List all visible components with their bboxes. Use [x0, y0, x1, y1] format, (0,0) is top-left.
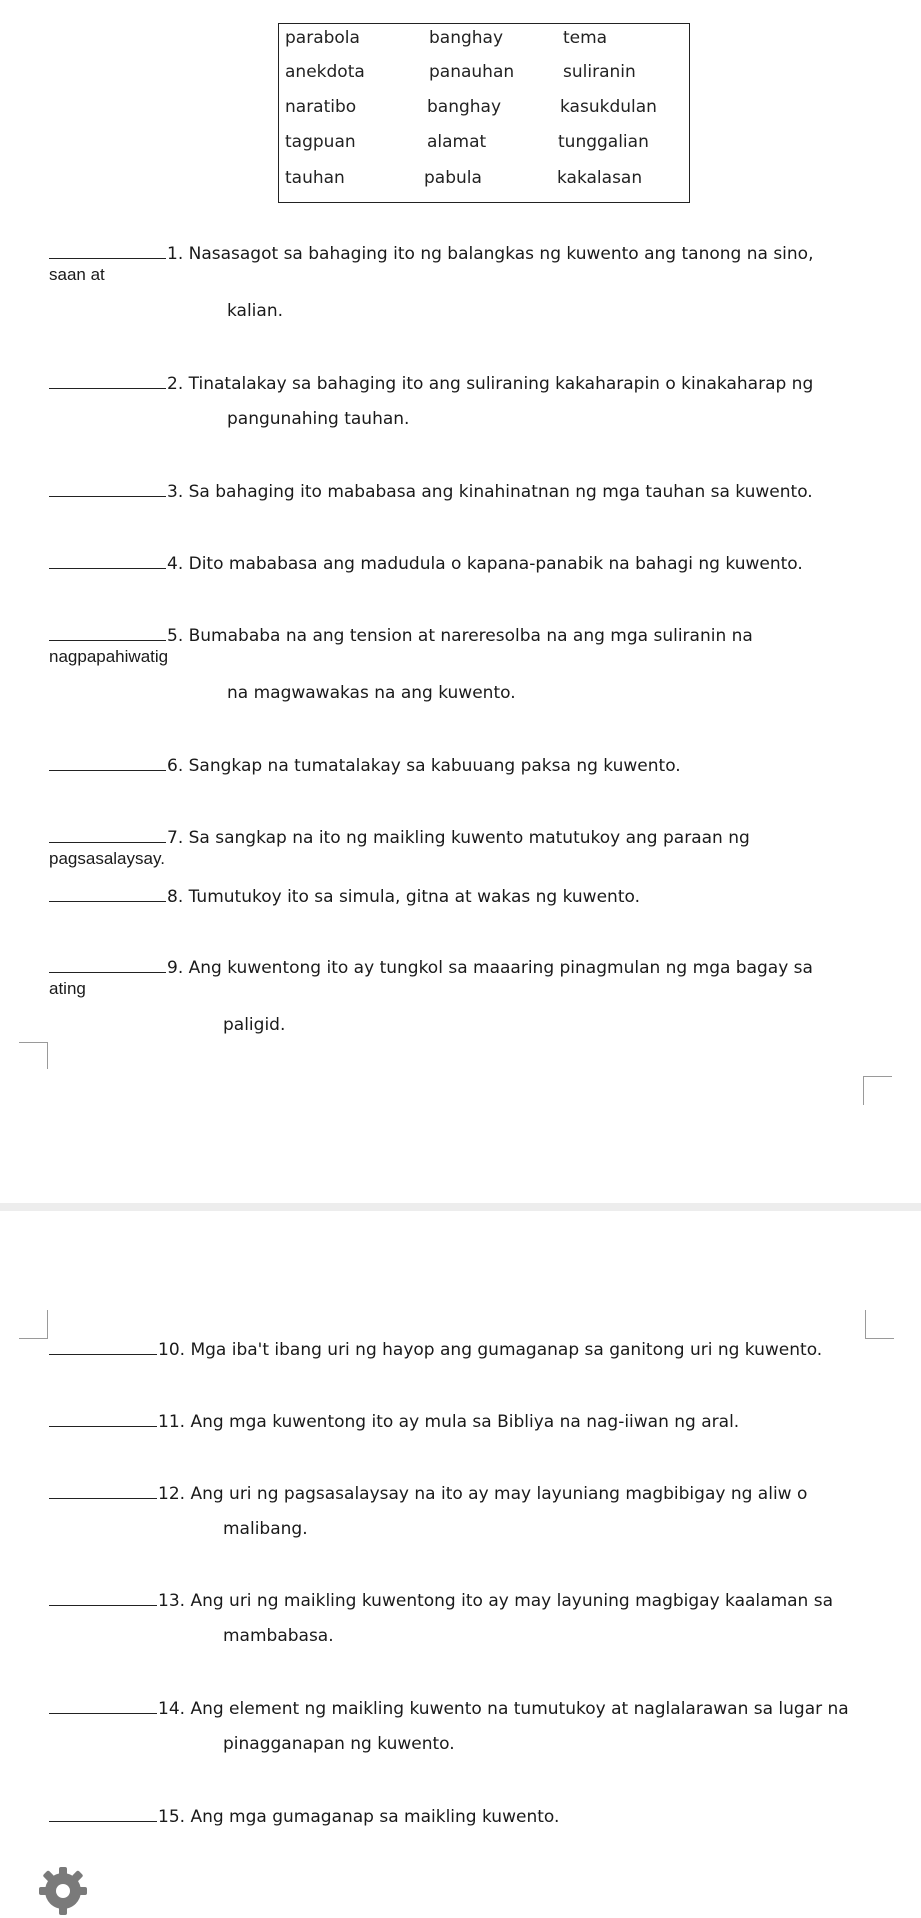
- page-margin-corner: [19, 1042, 48, 1069]
- question-1-continuation: kalian.: [227, 301, 284, 321]
- question-14: [49, 1698, 849, 1719]
- answer-blank[interactable]: [49, 755, 166, 771]
- question-8: [49, 886, 640, 907]
- question-text: 11. Ang mga kuwentong ito ay mula sa Bibliya na nag-iiwan ng aral.: [158, 1412, 740, 1432]
- answer-blank[interactable]: [49, 481, 166, 497]
- answer-blank[interactable]: [49, 625, 166, 641]
- answer-blank[interactable]: [49, 373, 166, 389]
- question-1-wrap: saan at: [49, 265, 105, 284]
- page-margin-corner: [19, 1310, 48, 1339]
- answer-blank[interactable]: [49, 886, 166, 902]
- question-6: [49, 755, 681, 776]
- word-bank-item: tema: [563, 28, 608, 48]
- question-12: [49, 1483, 807, 1504]
- word-bank-item: naratibo: [285, 97, 357, 117]
- answer-blank[interactable]: [49, 1590, 157, 1606]
- word-bank-item: banghay: [427, 97, 502, 117]
- question-text: 7. Sa sangkap na ito ng maikling kuwento matutukoy ang paraan ng: [167, 828, 750, 848]
- question-text: 6. Sangkap na tumatalakay sa kabuuang paksa ng kuwento.: [167, 756, 681, 776]
- question-text: 9. Ang kuwentong ito ay tungkol sa maaaring pinagmulan ng mga bagay sa: [167, 958, 813, 978]
- question-2: [49, 373, 813, 394]
- question-15: [49, 1806, 559, 1827]
- question-9-continuation: paligid.: [223, 1015, 286, 1035]
- question-text: 8. Tumutukoy ito sa simula, gitna at wakas ng kuwento.: [167, 887, 640, 907]
- word-bank-item: anekdota: [285, 62, 365, 82]
- page-2: [0, 1211, 921, 1892]
- answer-blank[interactable]: [49, 1483, 157, 1499]
- question-text: 1. Nasasagot sa bahaging ito ng balangkas ng kuwento ang tanong na sino,: [167, 244, 814, 264]
- question-5: [49, 625, 753, 646]
- question-text: 10. Mga iba't ibang uri ng hayop ang gumaganap sa ganitong uri ng kuwento.: [158, 1340, 823, 1360]
- answer-blank[interactable]: [49, 1339, 157, 1355]
- answer-blank[interactable]: [49, 827, 166, 843]
- word-bank-item: tauhan: [285, 168, 345, 188]
- page-separator: [0, 1203, 921, 1211]
- question-2-continuation: pangunahing tauhan.: [227, 409, 410, 429]
- question-7-wrap: pagsasalaysay.: [49, 849, 165, 868]
- word-bank-item: tagpuan: [285, 132, 356, 152]
- word-bank-item: kakalasan: [557, 168, 643, 188]
- word-bank-item: pabula: [424, 168, 482, 188]
- page-margin-corner: [863, 1076, 892, 1105]
- question-1: [49, 243, 813, 264]
- page-margin-corner: [865, 1310, 894, 1339]
- question-text: 12. Ang uri ng pagsasalaysay na ito ay may layuniang magbibigay ng aliw o: [158, 1484, 808, 1504]
- question-text: 5. Bumababa na ang tension at nareresolba na ang mga suliranin na: [167, 626, 753, 646]
- question-13-continuation: mambabasa.: [223, 1626, 334, 1646]
- question-4: [49, 553, 803, 574]
- question-10: [49, 1339, 822, 1360]
- question-14-continuation: pinagganapan ng kuwento.: [223, 1734, 455, 1754]
- question-12-continuation: malibang.: [223, 1519, 308, 1539]
- question-text: 2. Tinatalakay sa bahaging ito ang suliraning kakaharapin o kinakaharap ng: [167, 374, 814, 394]
- word-bank-item: alamat: [427, 132, 487, 152]
- word-bank-item: banghay: [429, 28, 504, 48]
- question-text: 4. Dito mababasa ang madudula o kapana-panabik na bahagi ng kuwento.: [167, 554, 803, 574]
- question-text: 14. Ang element ng maikling kuwento na tumutukoy at naglalarawan sa lugar na: [158, 1699, 849, 1719]
- question-3: [49, 481, 813, 502]
- word-bank-item: suliranin: [563, 62, 636, 82]
- word-bank-item: tunggalian: [558, 132, 649, 152]
- question-text: 15. Ang mga gumaganap sa maikling kuwento.: [158, 1807, 560, 1827]
- answer-blank[interactable]: [49, 1411, 157, 1427]
- answer-blank[interactable]: [49, 1698, 157, 1714]
- word-bank-item: panauhan: [429, 62, 515, 82]
- question-9: [49, 957, 813, 978]
- question-text: 3. Sa bahaging ito mababasa ang kinahinatnan ng mga tauhan sa kuwento.: [167, 482, 813, 502]
- question-text: 13. Ang uri ng maikling kuwentong ito ay may layuning magbigay kaalaman sa: [158, 1591, 833, 1611]
- question-9-wrap: ating: [49, 979, 86, 998]
- answer-blank[interactable]: [49, 243, 166, 259]
- answer-blank[interactable]: [49, 957, 166, 973]
- answer-blank[interactable]: [49, 1806, 157, 1822]
- question-11: [49, 1411, 739, 1432]
- question-5-continuation: na magwawakas na ang kuwento.: [227, 683, 516, 703]
- word-bank-item: parabola: [285, 28, 360, 48]
- question-7: [49, 827, 750, 848]
- answer-blank[interactable]: [49, 553, 166, 569]
- question-13: [49, 1590, 833, 1611]
- word-bank-box: [278, 23, 690, 203]
- question-5-wrap: nagpapahiwatig: [49, 647, 169, 666]
- gear-icon[interactable]: [36, 1864, 90, 1918]
- word-bank-item: kasukdulan: [560, 97, 657, 117]
